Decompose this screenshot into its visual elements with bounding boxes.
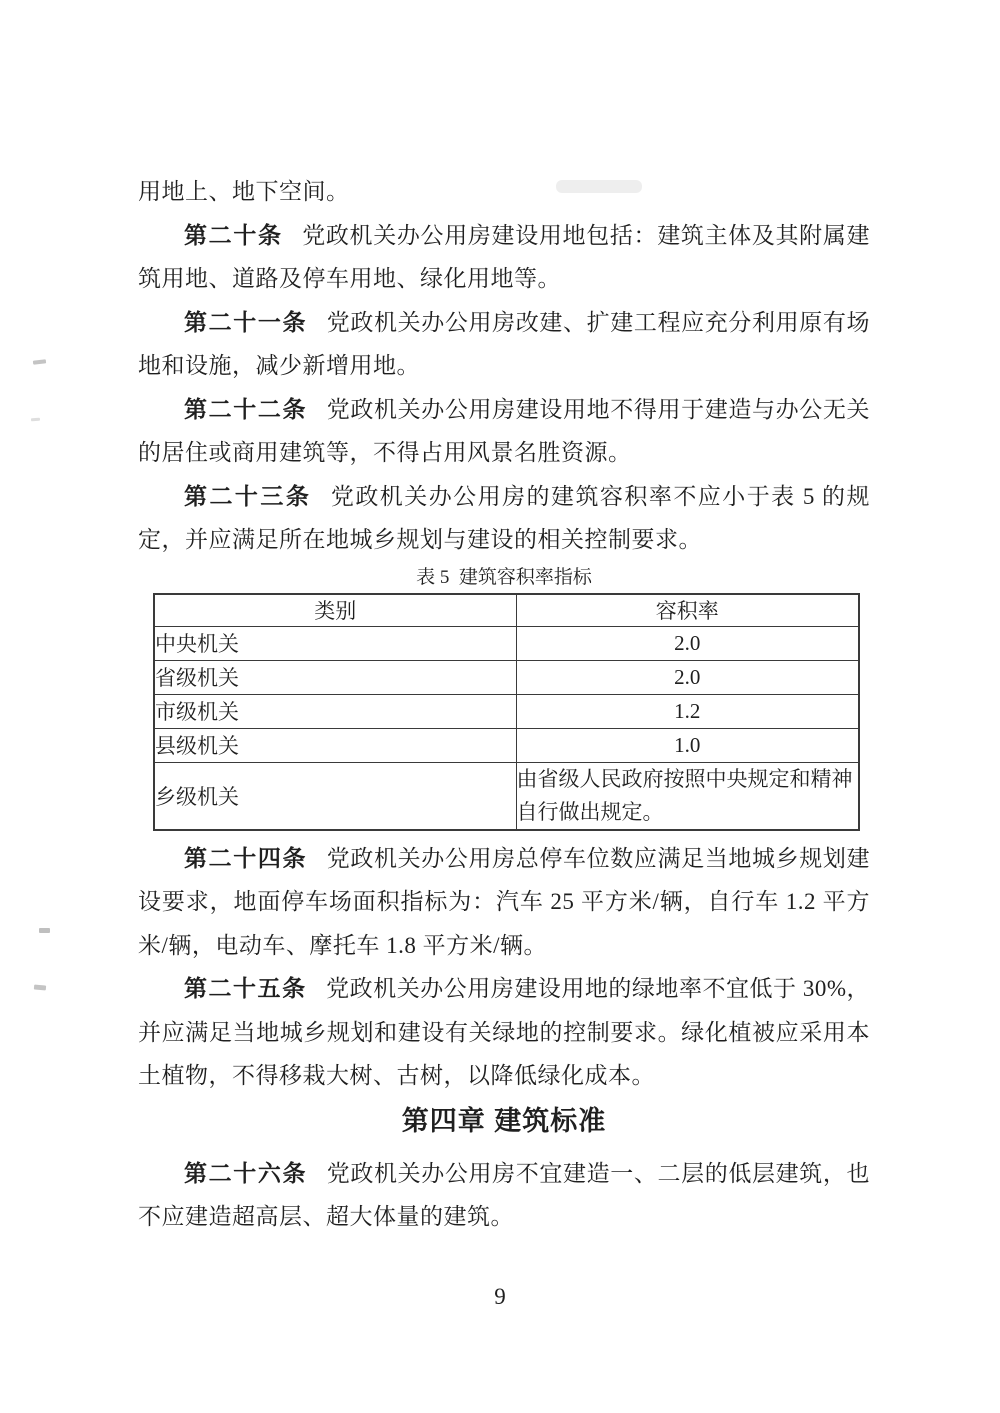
paragraph-continuation: 用地上、地下空间。	[138, 179, 350, 204]
table-row	[154, 626, 859, 660]
article-22	[138, 388, 870, 475]
article-22-text: 党政机关办公用房建设用地不得用于建造与办公无关的居住或商用建筑等，不得占用风景名胜资源。	[138, 396, 871, 465]
article-22-label: 第二十二条	[184, 395, 308, 422]
table-caption: 表 5 建筑容积率指标	[416, 566, 592, 588]
article-25-label: 第二十五条	[184, 975, 307, 1001]
table-cell-category: 乡级机关	[154, 762, 516, 830]
table-header-category: 类别	[154, 594, 516, 627]
table-cell-value: 1.0	[516, 728, 859, 762]
table-row	[154, 762, 859, 830]
table-cell-value: 2.0	[516, 660, 859, 694]
scan-artifact	[31, 418, 40, 422]
article-26-label: 第二十六条	[184, 1159, 308, 1186]
article-26	[138, 1152, 870, 1239]
article-20-label: 第二十条	[184, 221, 283, 248]
article-26-text: 党政机关办公用房不宜建造一、二层的低层建筑，也不应建造超高层、超大体量的建筑。	[138, 1160, 871, 1229]
article-21-label: 第二十一条	[184, 308, 308, 335]
article-20	[138, 214, 870, 301]
table-row	[154, 660, 859, 694]
article-24-label: 第二十四条	[184, 844, 308, 871]
table-cell-category: 市级机关	[154, 694, 516, 728]
scan-artifact	[33, 359, 46, 364]
table-header-far: 容积率	[516, 594, 859, 627]
article-23-text: 党政机关办公用房的建筑容积率不应小于表 5 的规定，并应满足所在地城乡规划与建设的相关控制要求。	[138, 483, 871, 552]
table-cell-category: 中央机关	[154, 626, 516, 660]
table-cell-value: 2.0	[516, 626, 859, 660]
article-24	[138, 837, 870, 968]
table-cell-category: 省级机关	[154, 660, 516, 694]
table-row	[154, 694, 859, 728]
article-23-label: 第二十三条	[184, 482, 312, 509]
article-23	[138, 475, 870, 562]
article-25	[138, 967, 870, 1098]
article-20-text: 党政机关办公用房建设用地包括：建筑主体及其附属建筑用地、道路及停车用地、绿化用地等。	[138, 222, 871, 291]
table-row	[154, 728, 859, 762]
scan-artifact	[39, 928, 50, 933]
article-21	[138, 301, 870, 388]
table-cell-value: 1.2	[516, 694, 859, 728]
page-number: 9	[494, 1284, 506, 1309]
article-24-text: 党政机关办公用房总停车位数应满足当地城乡规划建设要求，地面停车场面积指标为：汽车 25 平方米/辆，自行车 1.2 平方米/辆，电动车、摩托车 1.8 平方米/辆。	[138, 845, 871, 958]
chapter-heading: 第四章 建筑标准	[401, 1105, 607, 1136]
table-header-row	[154, 594, 859, 627]
table-cell-value: 由省级人民政府按照中央规定和精神自行做出规定。	[516, 762, 859, 830]
document-body	[138, 170, 870, 1239]
article-21-text: 党政机关办公用房改建、扩建工程应充分利用原有场地和设施，减少新增用地。	[138, 309, 871, 378]
table-cell-category: 县级机关	[154, 728, 516, 762]
floor-area-ratio-table	[153, 593, 860, 831]
scan-artifact	[34, 984, 46, 990]
article-25-text: 党政机关办公用房建设用地的绿地率不宜低于 30%，并应满足当地城乡规划和建设有关绿地的控制要求。绿化植被应采用本土植物，不得移栽大树、古树，以降低绿化成本。	[138, 976, 870, 1088]
